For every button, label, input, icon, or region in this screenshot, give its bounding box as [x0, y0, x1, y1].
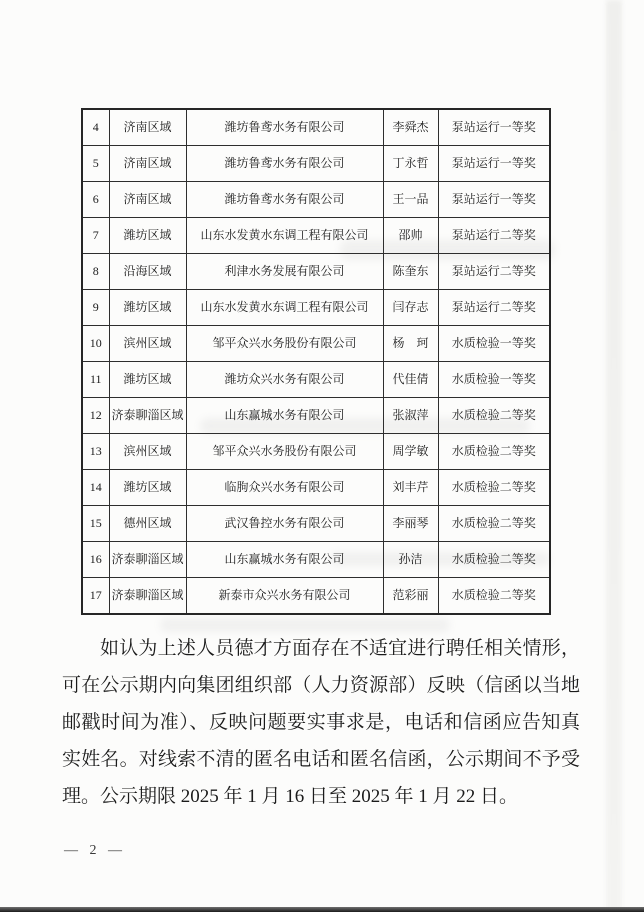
cell-award: 泵站运行一等奖 — [438, 146, 550, 182]
awards-table — [81, 108, 551, 615]
cell-region: 滨州区域 — [109, 434, 186, 470]
cell-row-number: 9 — [82, 290, 109, 326]
scan-streak — [606, 0, 622, 912]
cell-row-number: 7 — [82, 218, 109, 254]
cell-award: 泵站运行二等奖 — [438, 218, 550, 254]
cell-award: 水质检验二等奖 — [438, 434, 550, 470]
cell-award: 泵站运行二等奖 — [438, 290, 550, 326]
cell-region: 潍坊区域 — [109, 218, 186, 254]
cell-person-name: 张淑萍 — [383, 398, 438, 434]
table-row — [82, 578, 550, 615]
cell-person-name: 陈奎东 — [383, 254, 438, 290]
cell-region: 济泰聊淄区域 — [109, 542, 186, 578]
cell-region: 潍坊区域 — [109, 470, 186, 506]
table-row — [82, 254, 550, 290]
cell-award: 水质检验一等奖 — [438, 362, 550, 398]
cell-row-number: 14 — [82, 470, 109, 506]
cell-row-number: 4 — [82, 109, 109, 146]
table-row — [82, 362, 550, 398]
cell-region: 潍坊区域 — [109, 362, 186, 398]
cell-company: 潍坊鲁鸢水务有限公司 — [186, 182, 383, 218]
scan-bottom-edge — [0, 907, 644, 912]
cell-company: 潍坊鲁鸢水务有限公司 — [186, 146, 383, 182]
cell-person-name: 范彩丽 — [383, 578, 438, 615]
cell-person-name: 王一品 — [383, 182, 438, 218]
cell-company: 邹平众兴水务股份有限公司 — [186, 434, 383, 470]
cell-person-name: 闫存志 — [383, 290, 438, 326]
cell-row-number: 10 — [82, 326, 109, 362]
cell-company: 山东水发黄水东调工程有限公司 — [186, 218, 383, 254]
cell-company: 山东赢城水务有限公司 — [186, 542, 383, 578]
cell-region: 潍坊区域 — [109, 290, 186, 326]
table-row — [82, 506, 550, 542]
page-number: — 2 — — [64, 843, 126, 858]
cell-person-name: 孙洁 — [383, 542, 438, 578]
table-row — [82, 146, 550, 182]
table-row — [82, 290, 550, 326]
cell-row-number: 6 — [82, 182, 109, 218]
cell-row-number: 8 — [82, 254, 109, 290]
cell-row-number: 17 — [82, 578, 109, 615]
cell-row-number: 16 — [82, 542, 109, 578]
cell-region: 济南区域 — [109, 146, 186, 182]
cell-award: 水质检验二等奖 — [438, 542, 550, 578]
cell-company: 山东赢城水务有限公司 — [186, 398, 383, 434]
cell-person-name: 丁永哲 — [383, 146, 438, 182]
cell-row-number: 11 — [82, 362, 109, 398]
cell-person-name: 周学敏 — [383, 434, 438, 470]
table-row — [82, 326, 550, 362]
table-row — [82, 182, 550, 218]
cell-award: 水质检验二等奖 — [438, 578, 550, 615]
cell-award: 泵站运行一等奖 — [438, 182, 550, 218]
cell-region: 济南区域 — [109, 182, 186, 218]
cell-company: 临朐众兴水务有限公司 — [186, 470, 383, 506]
cell-person-name: 代佳倩 — [383, 362, 438, 398]
cell-region: 济泰聊淄区域 — [109, 578, 186, 615]
cell-company: 利津水务发展有限公司 — [186, 254, 383, 290]
cell-person-name: 刘丰芹 — [383, 470, 438, 506]
cell-award: 水质检验一等奖 — [438, 326, 550, 362]
cell-row-number: 12 — [82, 398, 109, 434]
cell-person-name: 李舜杰 — [383, 109, 438, 146]
cell-person-name: 杨 珂 — [383, 326, 438, 362]
cell-row-number: 13 — [82, 434, 109, 470]
cell-company: 武汉鲁控水务有限公司 — [186, 506, 383, 542]
cell-company: 邹平众兴水务股份有限公司 — [186, 326, 383, 362]
cell-row-number: 15 — [82, 506, 109, 542]
table-row — [82, 470, 550, 506]
cell-region: 济泰聊淄区域 — [109, 398, 186, 434]
cell-award: 水质检验二等奖 — [438, 398, 550, 434]
cell-row-number: 5 — [82, 146, 109, 182]
cell-region: 滨州区域 — [109, 326, 186, 362]
table-row — [82, 109, 550, 146]
cell-region: 济南区域 — [109, 109, 186, 146]
cell-award: 泵站运行二等奖 — [438, 254, 550, 290]
cell-region: 沿海区域 — [109, 254, 186, 290]
table-row — [82, 218, 550, 254]
cell-company: 潍坊众兴水务有限公司 — [186, 362, 383, 398]
table-row — [82, 434, 550, 470]
cell-person-name: 李丽琴 — [383, 506, 438, 542]
cell-award: 水质检验二等奖 — [438, 470, 550, 506]
notice-paragraph: 如认为上述人员德才方面存在不适宜进行聘任相关情形，可在公示期内向集团组织部（人力资源部）反映（信函以当地邮戳时间为准）、反映问题要实事求是，电话和信函应告知真实姓名。对线索不清的匿名电话和匿名信函，公示期间不予受理。公示期限 2025 年 1 月 16 日至 2025 年 1 月 22 日。 — [62, 638, 580, 807]
cell-region: 德州区域 — [109, 506, 186, 542]
cell-award: 水质检验二等奖 — [438, 506, 550, 542]
cell-company: 新泰市众兴水务有限公司 — [186, 578, 383, 615]
cell-person-name: 邵帅 — [383, 218, 438, 254]
cell-company: 潍坊鲁鸢水务有限公司 — [186, 109, 383, 146]
cell-company: 山东水发黄水东调工程有限公司 — [186, 290, 383, 326]
table-row — [82, 542, 550, 578]
cell-award: 泵站运行一等奖 — [438, 109, 550, 146]
table-row — [82, 398, 550, 434]
awards-table-body — [82, 109, 550, 614]
